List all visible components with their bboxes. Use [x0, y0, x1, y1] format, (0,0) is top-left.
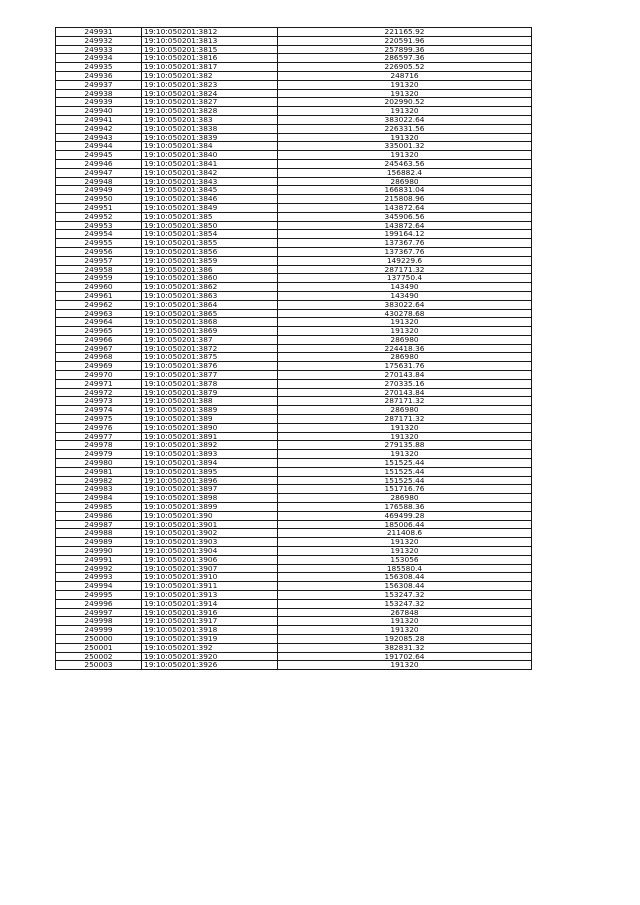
table-row — [56, 599, 532, 608]
row-number-cell: 249999 — [56, 626, 142, 635]
row-number-cell: 249945 — [56, 151, 142, 160]
row-number-cell: 249986 — [56, 511, 142, 520]
cadastral-number-cell: 19:10:050201:3816 — [142, 54, 278, 63]
table-row — [56, 318, 532, 327]
value-cell: 143872.64 — [278, 203, 532, 212]
cadastral-number-cell: 19:10:050201:3841 — [142, 159, 278, 168]
value-cell: 286980 — [278, 177, 532, 186]
cadastral-number-cell: 19:10:050201:383 — [142, 115, 278, 124]
table-row — [56, 151, 532, 160]
cadastral-number-cell: 19:10:050201:382 — [142, 71, 278, 80]
row-number-cell: 249955 — [56, 239, 142, 248]
table-row — [56, 98, 532, 107]
value-cell: 151525.44 — [278, 467, 532, 476]
cadastral-number-cell: 19:10:050201:3914 — [142, 599, 278, 608]
table-row — [56, 432, 532, 441]
value-cell: 191320 — [278, 80, 532, 89]
row-number-cell: 249962 — [56, 300, 142, 309]
value-cell: 287171.32 — [278, 415, 532, 424]
cadastral-number-cell: 19:10:050201:3918 — [142, 626, 278, 635]
table-row — [56, 265, 532, 274]
row-number-cell: 249935 — [56, 63, 142, 72]
value-cell: 151525.44 — [278, 476, 532, 485]
cadastral-number-cell: 19:10:050201:3890 — [142, 423, 278, 432]
cadastral-number-cell: 19:10:050201:3878 — [142, 379, 278, 388]
table-row — [56, 494, 532, 503]
value-cell: 151716.76 — [278, 485, 532, 494]
cadastral-number-cell: 19:10:050201:386 — [142, 265, 278, 274]
table-row — [56, 212, 532, 221]
row-number-cell: 249951 — [56, 203, 142, 212]
table-row — [56, 415, 532, 424]
cadastral-number-cell: 19:10:050201:3892 — [142, 441, 278, 450]
table-row — [56, 159, 532, 168]
value-cell: 202990.52 — [278, 98, 532, 107]
cadastral-number-cell: 19:10:050201:3862 — [142, 283, 278, 292]
table-row — [56, 309, 532, 318]
cadastral-number-cell: 19:10:050201:384 — [142, 142, 278, 151]
table-row — [56, 335, 532, 344]
cadastral-number-cell: 19:10:050201:3904 — [142, 547, 278, 556]
table-row — [56, 124, 532, 133]
cadastral-number-cell: 19:10:050201:3843 — [142, 177, 278, 186]
value-cell: 270335.16 — [278, 379, 532, 388]
cadastral-number-cell: 19:10:050201:3926 — [142, 661, 278, 670]
value-cell: 287171.32 — [278, 265, 532, 274]
cadastral-number-cell: 19:10:050201:3891 — [142, 432, 278, 441]
row-number-cell: 249980 — [56, 459, 142, 468]
value-cell: 191320 — [278, 626, 532, 635]
row-number-cell: 249979 — [56, 450, 142, 459]
value-cell: 137367.76 — [278, 239, 532, 248]
value-cell: 469499.28 — [278, 511, 532, 520]
row-number-cell: 249993 — [56, 573, 142, 582]
cadastral-number-cell: 19:10:050201:3824 — [142, 89, 278, 98]
table-row — [56, 397, 532, 406]
cadastral-number-cell: 19:10:050201:388 — [142, 397, 278, 406]
value-cell: 191320 — [278, 538, 532, 547]
row-number-cell: 249934 — [56, 54, 142, 63]
cadastral-number-cell: 19:10:050201:3846 — [142, 195, 278, 204]
table-row — [56, 379, 532, 388]
table-row — [56, 291, 532, 300]
cadastral-number-cell: 19:10:050201:3860 — [142, 274, 278, 283]
cadastral-number-cell: 19:10:050201:3897 — [142, 485, 278, 494]
cadastral-number-cell: 19:10:050201:3889 — [142, 406, 278, 415]
row-number-cell: 249956 — [56, 247, 142, 256]
table-row — [56, 256, 532, 265]
cadastral-number-cell: 19:10:050201:3838 — [142, 124, 278, 133]
cadastral-number-cell: 19:10:050201:3840 — [142, 151, 278, 160]
row-number-cell: 249959 — [56, 274, 142, 283]
cadastral-number-cell: 19:10:050201:3903 — [142, 538, 278, 547]
cadastral-number-cell: 19:10:050201:3879 — [142, 388, 278, 397]
cadastral-number-cell: 19:10:050201:3919 — [142, 634, 278, 643]
table-row — [56, 203, 532, 212]
value-cell: 191320 — [278, 107, 532, 116]
row-number-cell: 249966 — [56, 335, 142, 344]
value-cell: 279135.88 — [278, 441, 532, 450]
row-number-cell: 249953 — [56, 221, 142, 230]
table-row — [56, 582, 532, 591]
table-row — [56, 450, 532, 459]
row-number-cell: 250001 — [56, 643, 142, 652]
row-number-cell: 249988 — [56, 529, 142, 538]
table-row — [56, 423, 532, 432]
value-cell: 191320 — [278, 133, 532, 142]
row-number-cell: 249981 — [56, 467, 142, 476]
row-number-cell: 249974 — [56, 406, 142, 415]
value-cell: 153247.32 — [278, 599, 532, 608]
row-number-cell: 249971 — [56, 379, 142, 388]
value-cell: 143872.64 — [278, 221, 532, 230]
value-cell: 211408.6 — [278, 529, 532, 538]
cadastral-number-cell: 19:10:050201:387 — [142, 335, 278, 344]
value-cell: 191702.64 — [278, 652, 532, 661]
cadastral-number-cell: 19:10:050201:3868 — [142, 318, 278, 327]
table-row — [56, 591, 532, 600]
table-row — [56, 107, 532, 116]
table-row — [56, 353, 532, 362]
value-cell: 156308.44 — [278, 582, 532, 591]
row-number-cell: 249932 — [56, 36, 142, 45]
row-number-cell: 249941 — [56, 115, 142, 124]
table-row — [56, 547, 532, 556]
value-cell: 191320 — [278, 547, 532, 556]
value-cell: 185580.4 — [278, 564, 532, 573]
cadastral-number-cell: 19:10:050201:3863 — [142, 291, 278, 300]
cadastral-number-cell: 19:10:050201:3901 — [142, 520, 278, 529]
row-number-cell: 249963 — [56, 309, 142, 318]
table-row — [56, 80, 532, 89]
value-cell: 176588.36 — [278, 503, 532, 512]
table-row — [56, 626, 532, 635]
row-number-cell: 249960 — [56, 283, 142, 292]
value-cell: 220591.96 — [278, 36, 532, 45]
cadastral-number-cell: 19:10:050201:3865 — [142, 309, 278, 318]
cadastral-number-cell: 19:10:050201:3899 — [142, 503, 278, 512]
row-number-cell: 249997 — [56, 608, 142, 617]
table-row — [56, 63, 532, 72]
row-number-cell: 249998 — [56, 617, 142, 626]
row-number-cell: 249975 — [56, 415, 142, 424]
value-cell: 191320 — [278, 151, 532, 160]
row-number-cell: 249952 — [56, 212, 142, 221]
value-cell: 383022.64 — [278, 115, 532, 124]
cadastral-number-cell: 19:10:050201:3906 — [142, 555, 278, 564]
data-table — [55, 27, 532, 670]
value-cell: 335001.32 — [278, 142, 532, 151]
table-row — [56, 300, 532, 309]
row-number-cell: 249994 — [56, 582, 142, 591]
row-number-cell: 250000 — [56, 634, 142, 643]
row-number-cell: 249933 — [56, 45, 142, 54]
value-cell: 153056 — [278, 555, 532, 564]
table-row — [56, 274, 532, 283]
value-cell: 248716 — [278, 71, 532, 80]
value-cell: 191320 — [278, 327, 532, 336]
row-number-cell: 249964 — [56, 318, 142, 327]
table-row — [56, 406, 532, 415]
table-body — [56, 28, 532, 670]
table-row — [56, 476, 532, 485]
value-cell: 257899.36 — [278, 45, 532, 54]
value-cell: 191320 — [278, 617, 532, 626]
cadastral-number-cell: 19:10:050201:3913 — [142, 591, 278, 600]
value-cell: 191320 — [278, 450, 532, 459]
cadastral-number-cell: 19:10:050201:392 — [142, 643, 278, 652]
row-number-cell: 250002 — [56, 652, 142, 661]
row-number-cell: 249938 — [56, 89, 142, 98]
value-cell: 151525.44 — [278, 459, 532, 468]
cadastral-number-cell: 19:10:050201:3872 — [142, 344, 278, 353]
cadastral-number-cell: 19:10:050201:3893 — [142, 450, 278, 459]
value-cell: 137367.76 — [278, 247, 532, 256]
value-cell: 143490 — [278, 291, 532, 300]
row-number-cell: 249990 — [56, 547, 142, 556]
row-number-cell: 249939 — [56, 98, 142, 107]
table-row — [56, 54, 532, 63]
value-cell: 215808.96 — [278, 195, 532, 204]
value-cell: 382831.32 — [278, 643, 532, 652]
cadastral-number-cell: 19:10:050201:3815 — [142, 45, 278, 54]
table-row — [56, 168, 532, 177]
cadastral-number-cell: 19:10:050201:3917 — [142, 617, 278, 626]
row-number-cell: 249992 — [56, 564, 142, 573]
cadastral-number-cell: 19:10:050201:3856 — [142, 247, 278, 256]
table-row — [56, 371, 532, 380]
cadastral-number-cell: 19:10:050201:3849 — [142, 203, 278, 212]
table-row — [56, 564, 532, 573]
value-cell: 191320 — [278, 661, 532, 670]
value-cell: 156882.4 — [278, 168, 532, 177]
table-row — [56, 459, 532, 468]
value-cell: 286980 — [278, 353, 532, 362]
value-cell: 221165.92 — [278, 28, 532, 37]
row-number-cell: 249942 — [56, 124, 142, 133]
table-row — [56, 133, 532, 142]
cadastral-number-cell: 19:10:050201:3877 — [142, 371, 278, 380]
cadastral-number-cell: 19:10:050201:3895 — [142, 467, 278, 476]
table-row — [56, 28, 532, 37]
table-row — [56, 573, 532, 582]
table-row — [56, 195, 532, 204]
row-number-cell: 249958 — [56, 265, 142, 274]
cadastral-number-cell: 19:10:050201:3817 — [142, 63, 278, 72]
row-number-cell: 249991 — [56, 555, 142, 564]
value-cell: 199164.12 — [278, 230, 532, 239]
cadastral-number-cell: 19:10:050201:3911 — [142, 582, 278, 591]
value-cell: 345906.56 — [278, 212, 532, 221]
cadastral-number-cell: 19:10:050201:3907 — [142, 564, 278, 573]
value-cell: 156308.44 — [278, 573, 532, 582]
row-number-cell: 249982 — [56, 476, 142, 485]
row-number-cell: 249943 — [56, 133, 142, 142]
cadastral-number-cell: 19:10:050201:3902 — [142, 529, 278, 538]
row-number-cell: 249961 — [56, 291, 142, 300]
table-row — [56, 186, 532, 195]
table-row — [56, 388, 532, 397]
row-number-cell: 249987 — [56, 520, 142, 529]
row-number-cell: 250003 — [56, 661, 142, 670]
cadastral-number-cell: 19:10:050201:3813 — [142, 36, 278, 45]
value-cell: 286980 — [278, 335, 532, 344]
value-cell: 153247.32 — [278, 591, 532, 600]
row-number-cell: 249996 — [56, 599, 142, 608]
table-row — [56, 89, 532, 98]
table-row — [56, 520, 532, 529]
value-cell: 224418.36 — [278, 344, 532, 353]
row-number-cell: 249944 — [56, 142, 142, 151]
cadastral-number-cell: 19:10:050201:3896 — [142, 476, 278, 485]
row-number-cell: 249976 — [56, 423, 142, 432]
table-row — [56, 71, 532, 80]
row-number-cell: 249940 — [56, 107, 142, 116]
cadastral-number-cell: 19:10:050201:3842 — [142, 168, 278, 177]
cadastral-number-cell: 19:10:050201:3823 — [142, 80, 278, 89]
cadastral-number-cell: 19:10:050201:389 — [142, 415, 278, 424]
value-cell: 245463.56 — [278, 159, 532, 168]
row-number-cell: 249985 — [56, 503, 142, 512]
value-cell: 137750.4 — [278, 274, 532, 283]
value-cell: 191320 — [278, 423, 532, 432]
table-row — [56, 362, 532, 371]
value-cell: 286980 — [278, 406, 532, 415]
value-cell: 191320 — [278, 432, 532, 441]
cadastral-number-cell: 19:10:050201:3916 — [142, 608, 278, 617]
row-number-cell: 249972 — [56, 388, 142, 397]
table-row — [56, 115, 532, 124]
row-number-cell: 249989 — [56, 538, 142, 547]
table-row — [56, 661, 532, 670]
row-number-cell: 249968 — [56, 353, 142, 362]
row-number-cell: 249954 — [56, 230, 142, 239]
value-cell: 270143.84 — [278, 388, 532, 397]
cadastral-number-cell: 19:10:050201:3812 — [142, 28, 278, 37]
row-number-cell: 249977 — [56, 432, 142, 441]
row-number-cell: 249936 — [56, 71, 142, 80]
cadastral-number-cell: 19:10:050201:3910 — [142, 573, 278, 582]
table-row — [56, 239, 532, 248]
cadastral-number-cell: 19:10:050201:3854 — [142, 230, 278, 239]
cadastral-number-cell: 19:10:050201:3850 — [142, 221, 278, 230]
row-number-cell: 249947 — [56, 168, 142, 177]
cadastral-number-cell: 19:10:050201:3839 — [142, 133, 278, 142]
cadastral-number-cell: 19:10:050201:3869 — [142, 327, 278, 336]
value-cell: 226331.56 — [278, 124, 532, 133]
row-number-cell: 249948 — [56, 177, 142, 186]
cadastral-number-cell: 19:10:050201:3894 — [142, 459, 278, 468]
cadastral-number-cell: 19:10:050201:3864 — [142, 300, 278, 309]
value-cell: 192085.28 — [278, 634, 532, 643]
table-row — [56, 221, 532, 230]
table-row — [56, 529, 532, 538]
cadastral-number-cell: 19:10:050201:3827 — [142, 98, 278, 107]
table-row — [56, 634, 532, 643]
table-row — [56, 283, 532, 292]
value-cell: 270143.84 — [278, 371, 532, 380]
value-cell: 166831.04 — [278, 186, 532, 195]
row-number-cell: 249949 — [56, 186, 142, 195]
cadastral-number-cell: 19:10:050201:3876 — [142, 362, 278, 371]
row-number-cell: 249965 — [56, 327, 142, 336]
row-number-cell: 249969 — [56, 362, 142, 371]
value-cell: 287171.32 — [278, 397, 532, 406]
row-number-cell: 249946 — [56, 159, 142, 168]
value-cell: 383022.64 — [278, 300, 532, 309]
cadastral-number-cell: 19:10:050201:3920 — [142, 652, 278, 661]
row-number-cell: 249967 — [56, 344, 142, 353]
table-row — [56, 555, 532, 564]
value-cell: 143490 — [278, 283, 532, 292]
table-row — [56, 142, 532, 151]
row-number-cell: 249970 — [56, 371, 142, 380]
row-number-cell: 249973 — [56, 397, 142, 406]
cadastral-number-cell: 19:10:050201:3875 — [142, 353, 278, 362]
row-number-cell: 249995 — [56, 591, 142, 600]
table-row — [56, 327, 532, 336]
table-row — [56, 652, 532, 661]
table-row — [56, 617, 532, 626]
row-number-cell: 249978 — [56, 441, 142, 450]
value-cell: 149229.6 — [278, 256, 532, 265]
table-row — [56, 467, 532, 476]
row-number-cell: 249931 — [56, 28, 142, 37]
cadastral-number-cell: 19:10:050201:390 — [142, 511, 278, 520]
table-row — [56, 485, 532, 494]
table-row — [56, 36, 532, 45]
table-row — [56, 503, 532, 512]
table-row — [56, 608, 532, 617]
value-cell: 175631.76 — [278, 362, 532, 371]
cadastral-number-cell: 19:10:050201:385 — [142, 212, 278, 221]
table-row — [56, 230, 532, 239]
row-number-cell: 249983 — [56, 485, 142, 494]
cadastral-number-cell: 19:10:050201:3828 — [142, 107, 278, 116]
table-row — [56, 177, 532, 186]
value-cell: 185006.44 — [278, 520, 532, 529]
value-cell: 286980 — [278, 494, 532, 503]
table-row — [56, 45, 532, 54]
value-cell: 191320 — [278, 318, 532, 327]
cadastral-number-cell: 19:10:050201:3845 — [142, 186, 278, 195]
cadastral-number-cell: 19:10:050201:3855 — [142, 239, 278, 248]
table-row — [56, 344, 532, 353]
value-cell: 286597.36 — [278, 54, 532, 63]
value-cell: 191320 — [278, 89, 532, 98]
table-row — [56, 643, 532, 652]
table-row — [56, 538, 532, 547]
value-cell: 267848 — [278, 608, 532, 617]
row-number-cell: 249957 — [56, 256, 142, 265]
row-number-cell: 249984 — [56, 494, 142, 503]
table-row — [56, 441, 532, 450]
table-row — [56, 511, 532, 520]
cadastral-number-cell: 19:10:050201:3859 — [142, 256, 278, 265]
value-cell: 226905.52 — [278, 63, 532, 72]
table-row — [56, 247, 532, 256]
row-number-cell: 249937 — [56, 80, 142, 89]
value-cell: 430278.68 — [278, 309, 532, 318]
row-number-cell: 249950 — [56, 195, 142, 204]
cadastral-number-cell: 19:10:050201:3898 — [142, 494, 278, 503]
